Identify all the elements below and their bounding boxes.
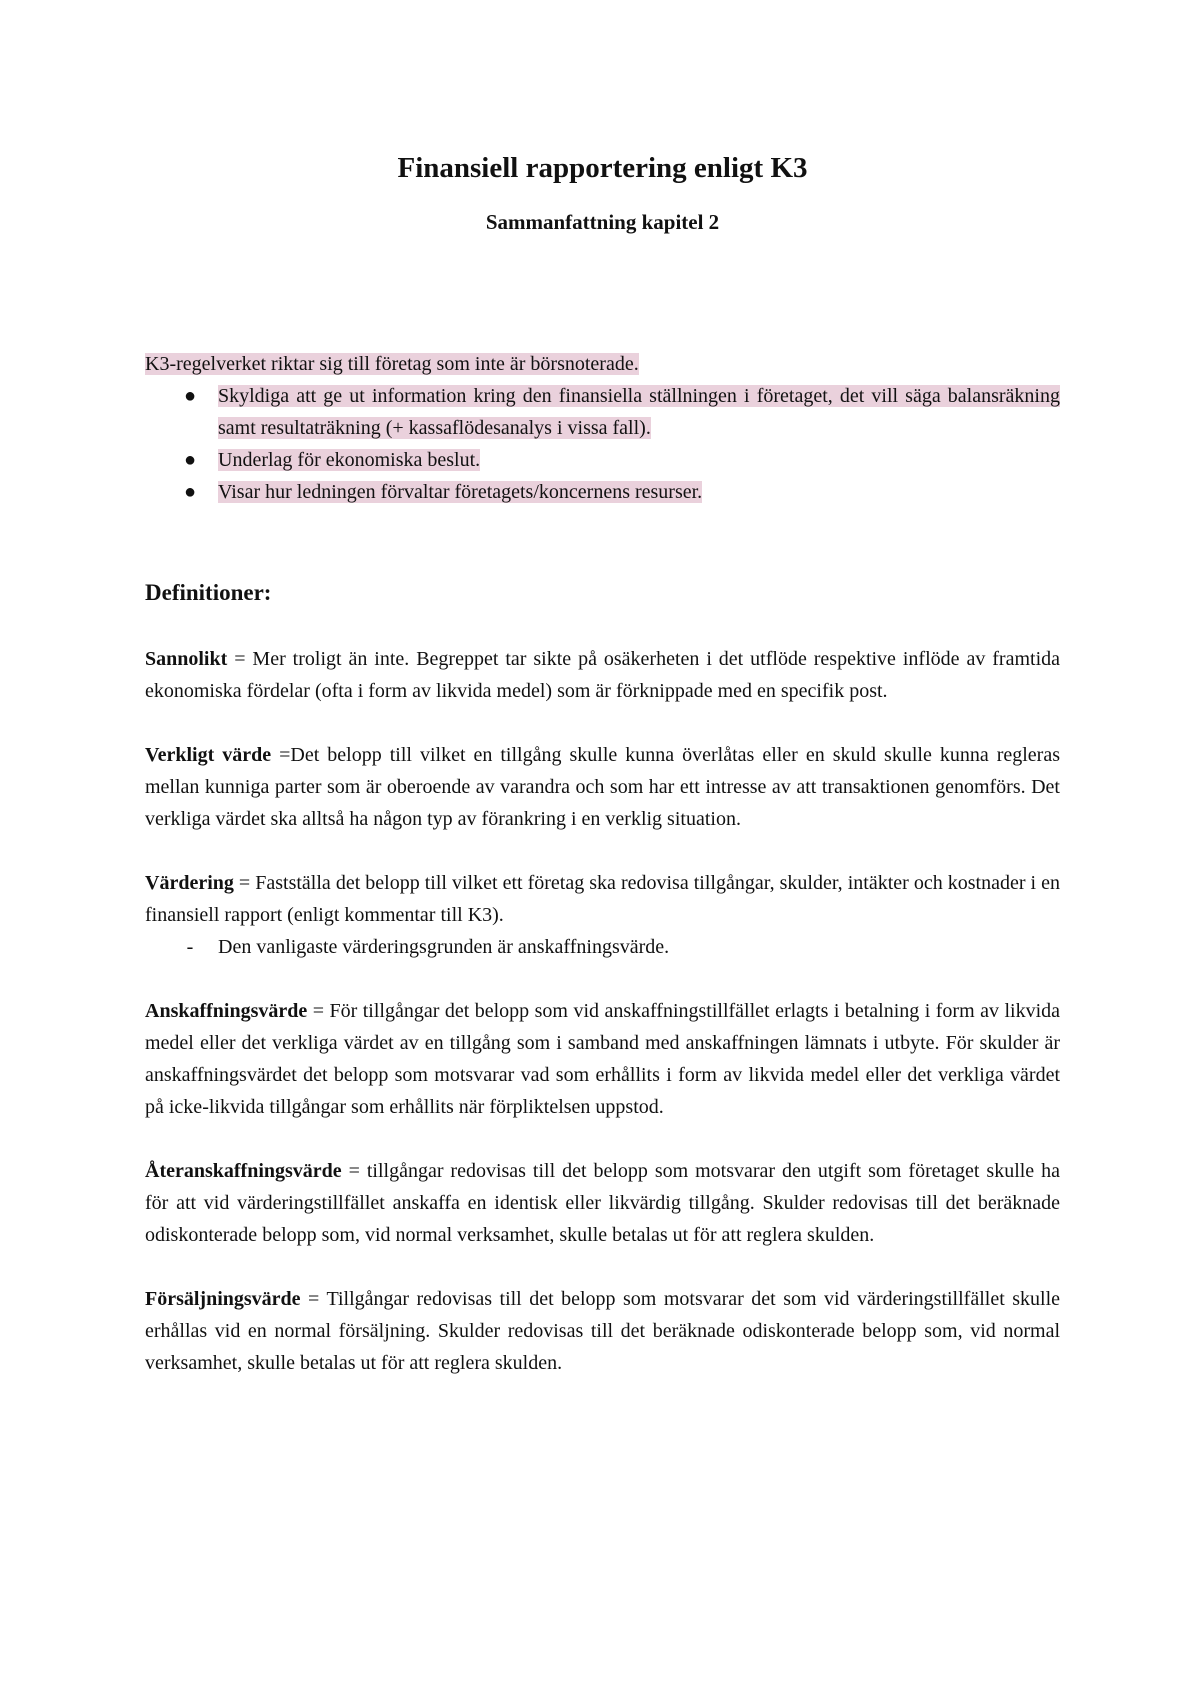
- definition-text: Det belopp till vilket en tillgång skulle kunna överlåtas eller en skuld skulle kunna regleras mellan kunniga parter som är oberoende av varandra och som har ett intresse av att transaktionen genomförs. Det verkliga värdet ska alltså ha någon typ av förankring i en verklig situation.: [145, 744, 1060, 830]
- bullet-text: Skyldiga att ge ut information kring den finansiella ställningen i företaget, det vill säga balansräkning samt resultaträkning (+ kassaflödesanalys i vissa fall).: [218, 385, 1060, 439]
- bullet-text: Visar hur ledningen förvaltar företagets/koncernens resurser.: [218, 481, 703, 503]
- vardering-sublist: [145, 931, 1060, 963]
- definition-forsaljningsvarde: [145, 1283, 1060, 1379]
- list-item: [145, 931, 1060, 963]
- definition-text: Mer troligt än inte. Begreppet tar sikte på osäkerheten i det utflöde respektive inflöde av framtida ekonomiska fördelar (ofta i form av likvida medel) som är förknippade med en specifik post.: [145, 648, 1061, 702]
- intro-paragraph: [145, 348, 1060, 380]
- definition-verkligt-varde: [145, 739, 1060, 835]
- list-item: [145, 444, 1060, 476]
- document-title: Finansiell rapportering enligt K3: [397, 152, 808, 184]
- definition-anskaffningsvarde: [145, 995, 1060, 1123]
- definition-term: Anskaffningsvärde: [145, 1000, 308, 1022]
- definition-vardering: [145, 867, 1060, 931]
- bullet-text: Underlag för ekonomiska beslut.: [218, 449, 481, 471]
- definition-separator: =: [233, 872, 256, 894]
- intro-text: K3-regelverket riktar sig till företag som inte är börsnoterade.: [145, 353, 639, 375]
- definition-term: Försäljningsvärde: [145, 1288, 301, 1310]
- definition-text: tillgångar redovisas till det belopp som motsvarar den utgift som företaget skulle ha för att vid värderingstillfället anskaffa en identisk eller likvärdig tillgång. Skulder redovisas till det beräknade odiskonterade belopp som, vid normal verksamhet, skulle betalas ut för att reglera skulden.: [145, 1160, 1061, 1246]
- definition-separator: =: [341, 1160, 367, 1182]
- definition-term: Återanskaffningsvärde: [145, 1160, 342, 1182]
- dash-icon: -: [186, 936, 194, 958]
- definitions-heading: Definitioner:: [145, 580, 272, 605]
- definition-separator: =: [300, 1288, 327, 1310]
- definition-sannolikt: [145, 643, 1060, 707]
- list-item: [145, 380, 1060, 444]
- document-subtitle: Sammanfattning kapitel 2: [485, 210, 720, 234]
- definition-ateranskaffningsvarde: [145, 1155, 1060, 1251]
- intro-bullet-list: [145, 380, 1060, 508]
- intro-section: [145, 348, 1060, 508]
- list-item: [145, 476, 1060, 508]
- definition-text: Fastställa det belopp till vilket ett företag ska redovisa tillgångar, skulder, intäkter och kostnader i en finansiell rapport (enligt kommentar till K3).: [145, 872, 1060, 926]
- bullet-icon: ●: [183, 481, 197, 503]
- definition-term: Sannolikt: [145, 648, 228, 670]
- definition-text: Tillgångar redovisas till det belopp som motsvarar det som vid värderingstillfället skulle erhållas vid en normal försäljning. Skulder redovisas till det beräknade odiskonterade belopp som, vid normal verksamhet, skulle betalas ut för att reglera skulden.: [145, 1288, 1061, 1374]
- bullet-icon: ●: [183, 449, 197, 471]
- definition-term: Värdering: [145, 872, 234, 894]
- definitions-list: [145, 643, 1060, 1411]
- definition-term: Verkligt värde: [145, 744, 272, 766]
- bullet-icon: ●: [183, 385, 197, 407]
- definition-separator: =: [227, 648, 253, 670]
- definition-separator: =: [307, 1000, 330, 1022]
- definition-text: För tillgångar det belopp som vid anskaffningstillfället erlagts i betalning i form av likvida medel eller det verkliga värdet av en tillgång som i samband med anskaffningen lämnats i utbyte. För skulder är anskaffningsvärdet det belopp som motsvarar vad som erhållits i form av likvida medel eller det verkliga värdet på icke-likvida tillgångar som erhållits när förpliktelsen uppstod.: [145, 1000, 1061, 1118]
- sublist-text: Den vanligaste värderingsgrunden är anskaffningsvärde.: [218, 936, 670, 958]
- definition-separator: =: [271, 744, 291, 766]
